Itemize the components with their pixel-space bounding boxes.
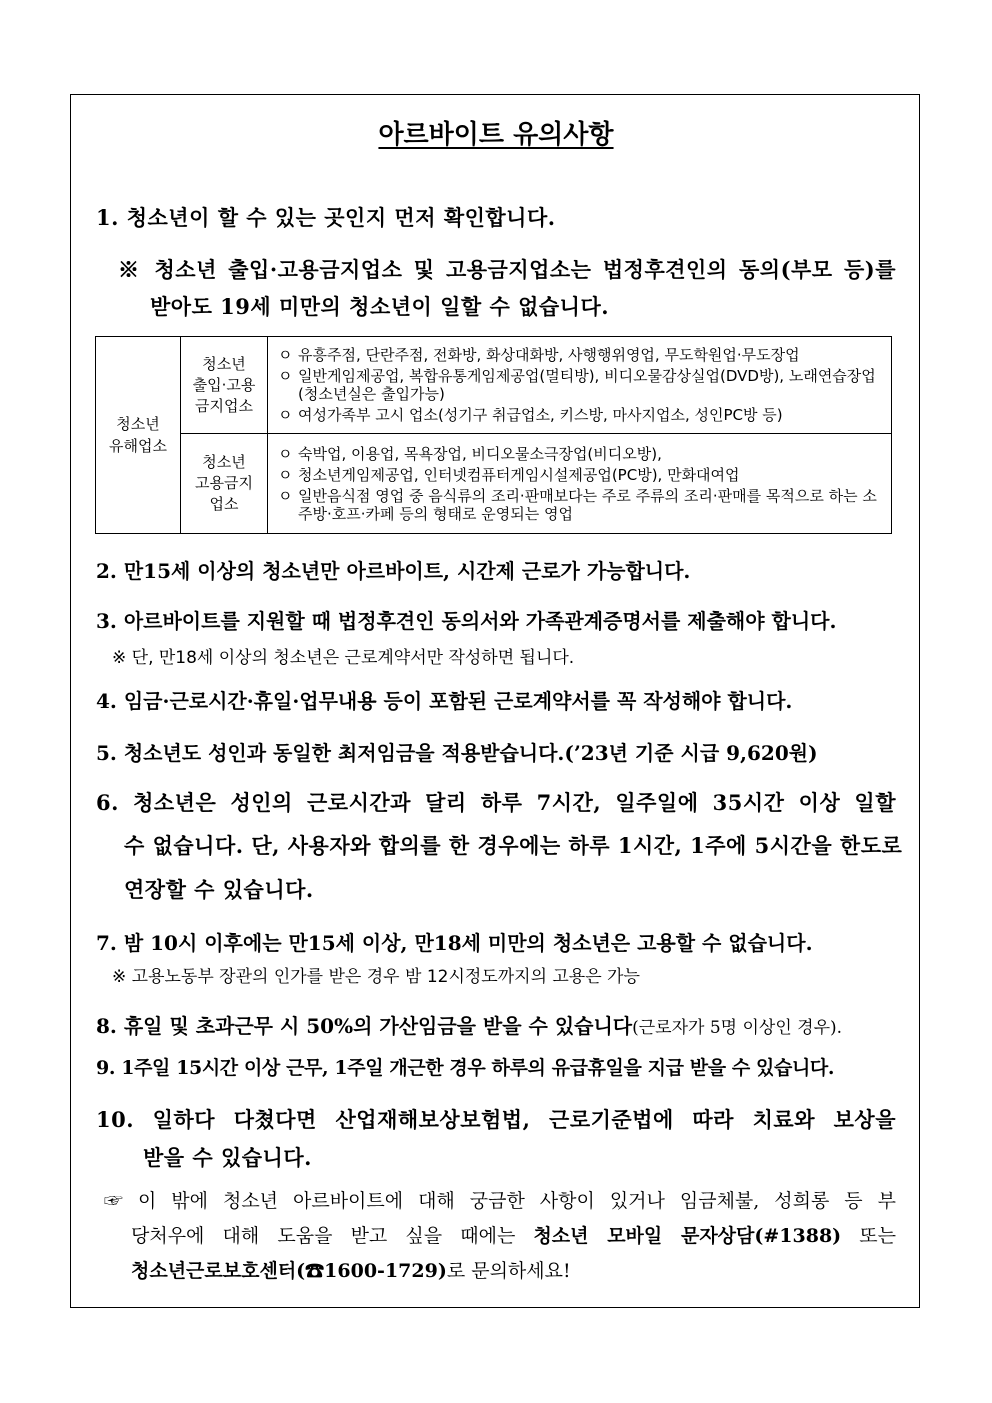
table-group-items — [268, 434, 892, 534]
item-3-note: ※ 단, 만18세 이상의 청소년은 근로계약서만 작성하면 됩니다. — [112, 648, 575, 668]
list-item: ㅇ 여성가족부 고시 업소(성기구 취급업소, 키스방, 마사지업소, 성인PC방 등) — [278, 406, 783, 424]
item-1: 1. 청소년이 할 수 있는 곳인지 먼저 확인합니다. — [96, 205, 556, 230]
item-2: 2. 만15세 이상의 청소년만 아르바이트, 시간제 근로가 가능합니다. — [96, 559, 691, 583]
table-group-name: 청소년 출입·고용 금지업소 — [181, 337, 268, 434]
harmful-business-table — [95, 336, 892, 534]
list-item: ㅇ 숙박업, 이용업, 목욕장업, 비디오물소극장업(비디오방), — [278, 444, 662, 463]
footer-line1: ☞ 이 밖에 청소년 아르바이트에 대해 궁금한 사항이 있거나 임금체불, 성희롱 등 부 — [104, 1190, 896, 1212]
list-item: ㅇ 유흥주점, 단란주점, 전화방, 화상대화방, 사행행위영업, 무도학원업·무도장업 — [278, 346, 800, 364]
list-item: ㅇ 청소년게임제공업, 인터넷컴퓨터게임시설제공업(PC방), 만화대여업 — [278, 465, 740, 484]
list-item: ㅇ 일반게임제공업, 복합유통게임제공업(멀티방), 비디오물감상실업(DVD방), 노래연습장업(청소년실은 출입가능) — [278, 367, 876, 403]
page-title: 아르바이트 유의사항 — [378, 120, 614, 150]
item-1-note-line1: ※ 청소년 출입·고용금지업소 및 고용금지업소는 법정후견인의 동의(부모 등)를 — [118, 257, 896, 282]
item-5: 5. 청소년도 성인과 동일한 최저임금을 적용받습니다.(’23년 기준 시급 9,620원) — [96, 741, 818, 765]
item-4: 4. 임금·근로시간·휴일·업무내용 등이 포함된 근로계약서를 꼭 작성해야 합니다. — [96, 689, 793, 713]
table-group-items — [268, 337, 892, 434]
item-8: 8. 휴일 및 초과근무 시 50%의 가산임금을 받을 수 있습니다(근로자가 5명 이상인 경우). — [96, 1014, 843, 1038]
footer-line3: 청소년근로보호센터(☎1600-1729)로 문의하세요! — [131, 1260, 571, 1282]
table-category: 청소년 유해업소 — [96, 337, 181, 534]
item-7: 7. 밤 10시 이후에는 만15세 이상, 만18세 미만의 청소년은 고용할 수 없습니다. — [96, 931, 813, 955]
item-10-line2: 받을 수 있습니다. — [143, 1145, 312, 1170]
item-10-line1: 10. 일하다 다쳤다면 산업재해보상보험법, 근로기준법에 따라 치료와 보상을 — [96, 1107, 896, 1132]
item-6-line3: 연장할 수 있습니다. — [124, 877, 314, 902]
item-6-line1: 6. 청소년은 성인의 근로시간과 달리 하루 7시간, 일주일에 35시간 이상 일할 — [96, 790, 896, 815]
list-item: ㅇ 일반음식점 영업 중 음식류의 조리·판매보다는 주로 주류의 조리·판매를 목적으로 하는 소주방·호프·카페 등의 형태로 운영되는 영업 — [278, 486, 877, 523]
item-7-note: ※ 고용노동부 장관의 인가를 받은 경우 밤 12시정도까지의 고용은 가능 — [112, 967, 640, 987]
table-group-name: 청소년 고용금지 업소 — [181, 434, 268, 534]
item-9: 9. 1주일 15시간 이상 근무, 1주일 개근한 경우 하루의 유급휴일을 지급 받을 수 있습니다. — [96, 1057, 835, 1079]
item-3: 3. 아르바이트를 지원할 때 법정후견인 동의서와 가족관계증명서를 제출해야 합니다. — [96, 609, 837, 633]
item-6-line2: 수 없습니다. 단, 사용자와 합의를 한 경우에는 하루 1시간, 1주에 5시간을 한도로 — [124, 833, 903, 858]
footer-line2: 당처우에 대해 도움을 받고 싶을 때에는 청소년 모바일 문자상담(#1388) 또는 — [131, 1225, 897, 1247]
item-1-note-line2: 받아도 19세 미만의 청소년이 일할 수 없습니다. — [150, 294, 610, 319]
